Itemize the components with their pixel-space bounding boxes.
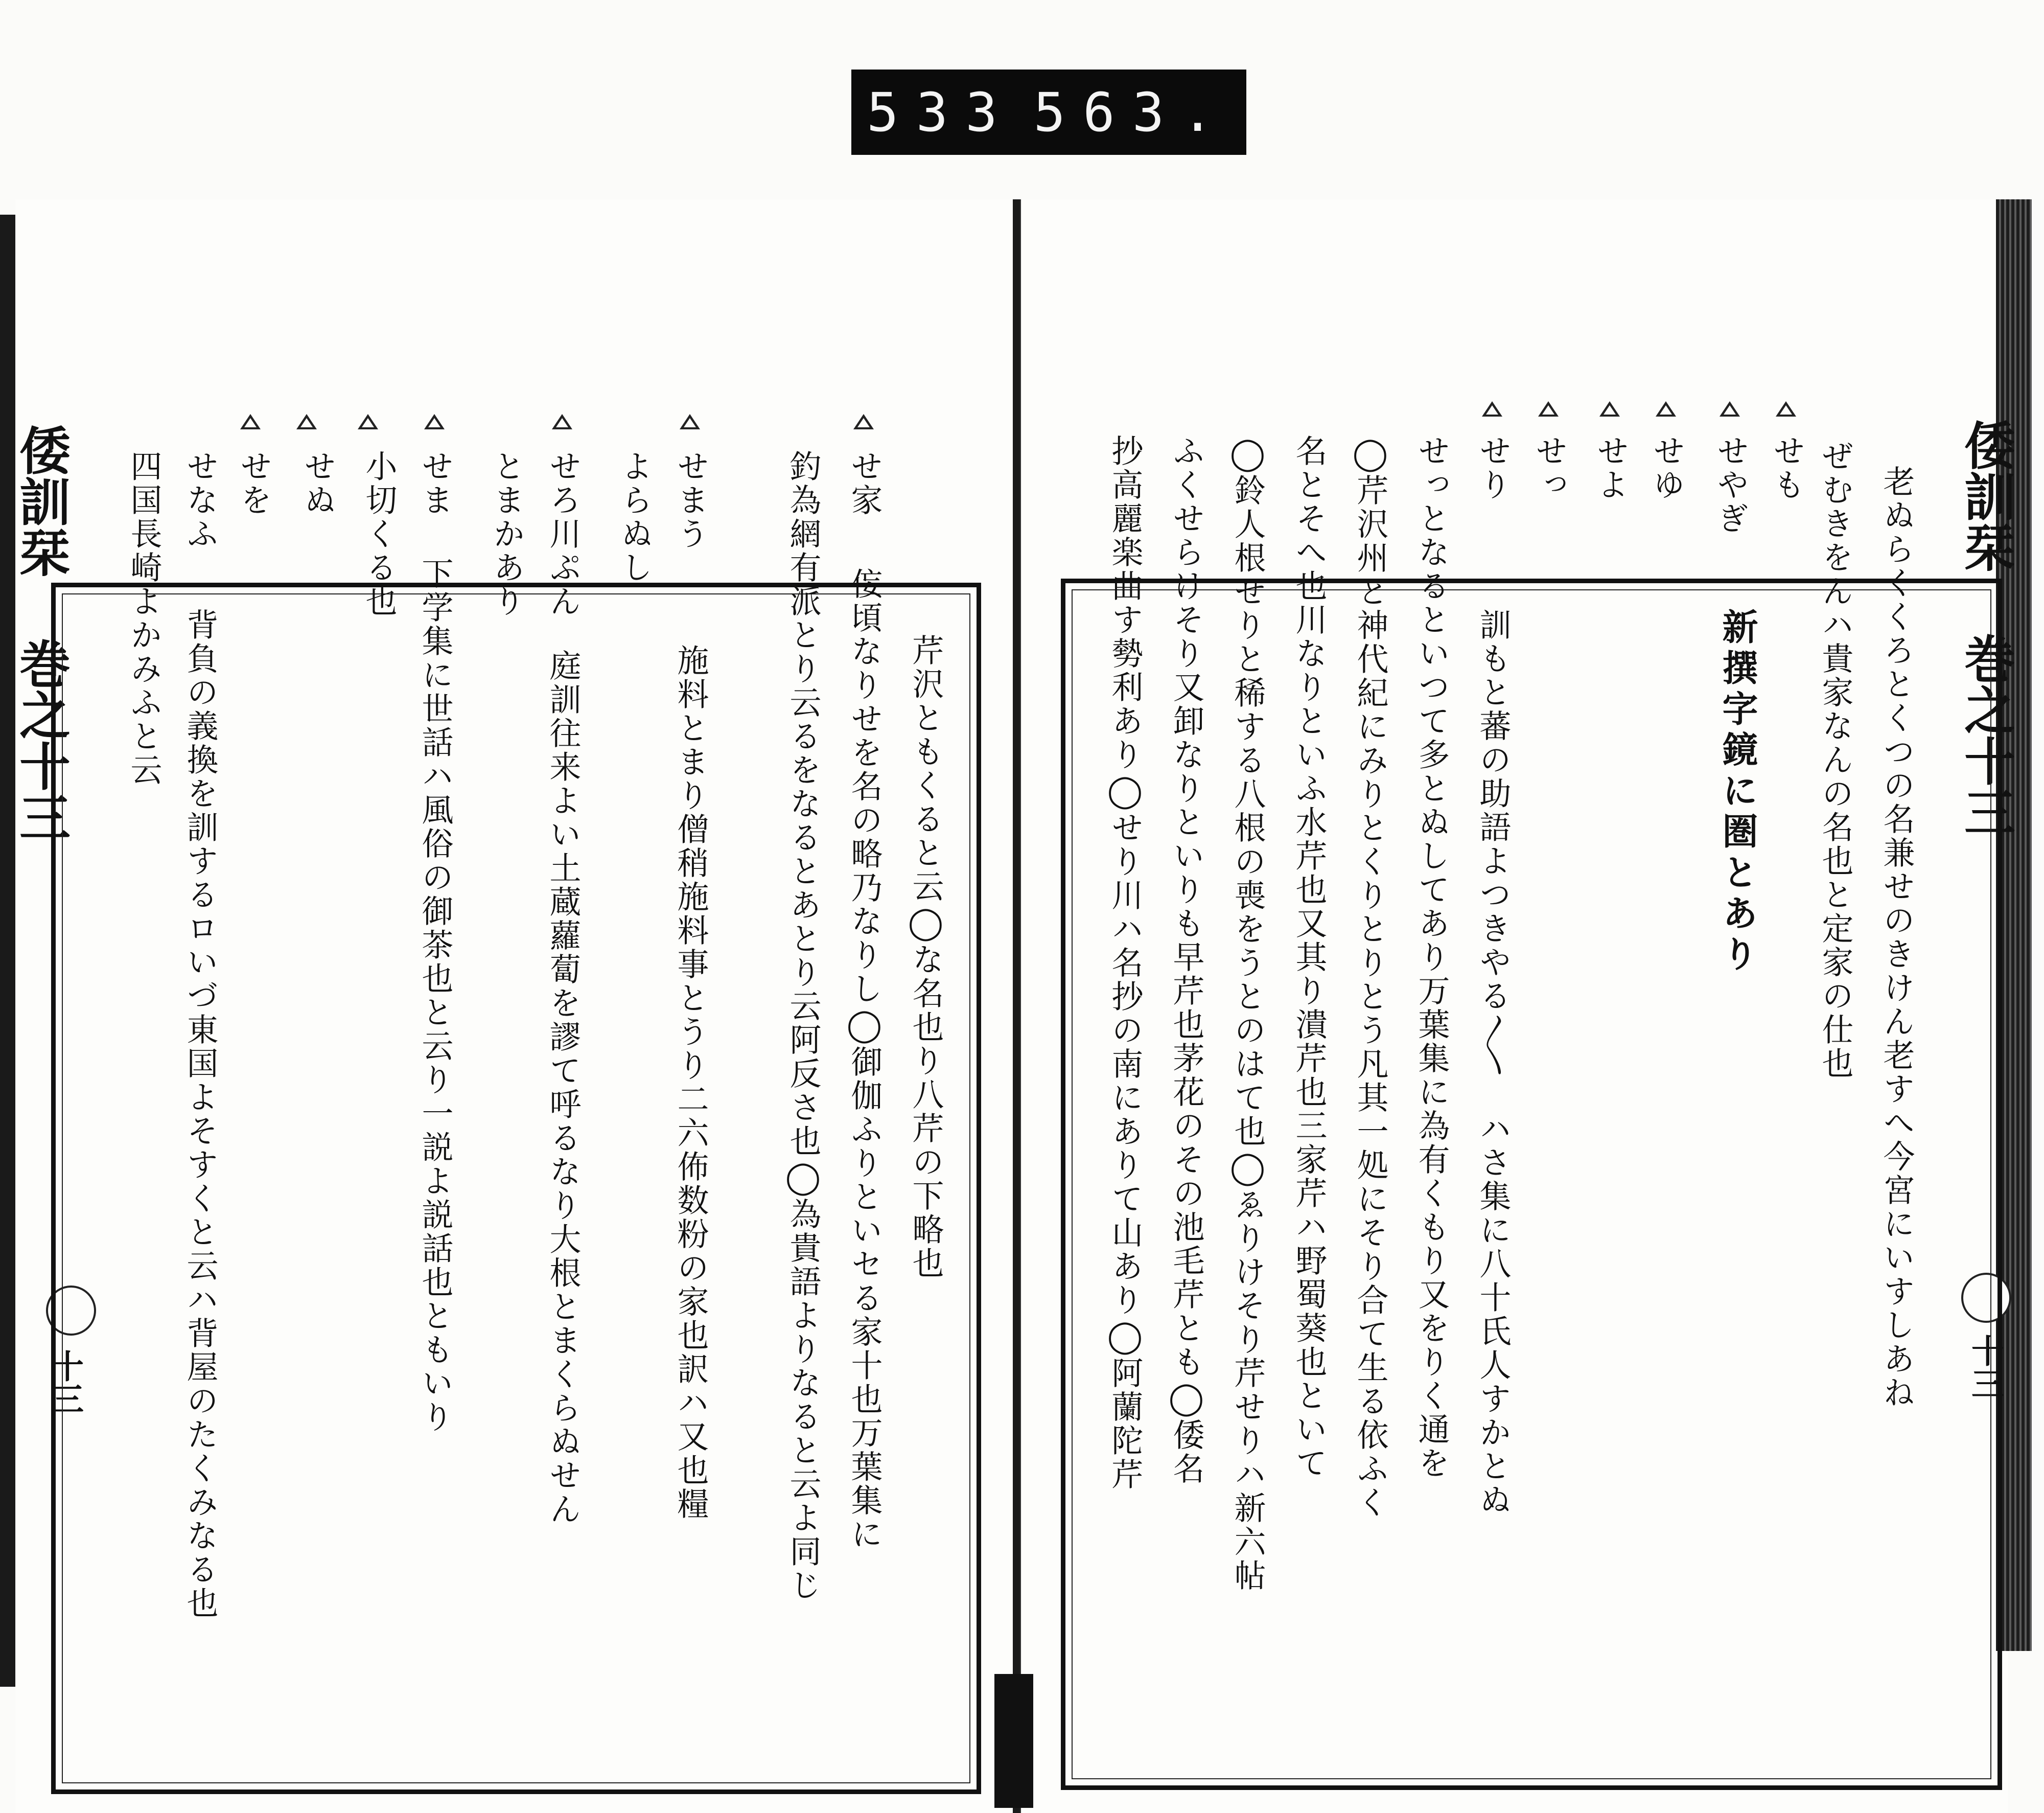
right-body-line-5: ふくせらけそり又卸なりといりも早芹也茅花のその池毛芹とも◯倭名 — [1168, 434, 1205, 1486]
entry-mark — [1538, 401, 1559, 417]
entry-mark — [1482, 401, 1502, 417]
right-entry-3-term: せゆ — [1648, 434, 1685, 502]
right-folio: 十三 — [1966, 1334, 2004, 1399]
right-entry-1-term: せも — [1768, 434, 1805, 502]
left-folio: 十三 — [45, 1349, 84, 1415]
entry-mark — [1599, 401, 1620, 417]
left-line-7: とまかあり — [488, 450, 525, 618]
left-entry-4-text: 施料とまり僧稍施料事とうり二六佈数粉の家也訳ハ又也糧 — [672, 644, 709, 1521]
right-running-head: 倭訓栞 巻之十三 — [1956, 419, 2016, 837]
left-entry-12-text: 背負の義換を訓するロいづ東国よそすくと云ハ背屋のたくみなる也 — [181, 608, 219, 1620]
left-running-head: 倭訓栞 巻之十三 — [11, 424, 71, 842]
right-entry-6-term: せり — [1474, 434, 1512, 502]
right-top-line-2: ぜむきをんハ貴家なんの名也と定家の仕也 — [1817, 440, 1854, 1081]
left-line-3: 釣為網有派とり云るをなるとあとり云阿反さ也◯為貴語よりなると云よ同じ — [784, 450, 822, 1602]
entry-mark — [680, 414, 700, 429]
left-line-13: 四国長崎よかみふと云 — [125, 450, 162, 787]
left-entry-11-term: せを — [235, 450, 272, 517]
right-entry-4-term: せよ — [1592, 434, 1629, 502]
right-body-line-4: ◯鈴人根せりと稀する八根の喪をうとのはて也◯ゑりけそり芹せりハ新六帖 — [1229, 434, 1266, 1593]
right-body-line-2: ◯芹沢州と神代紀にみりとくりとりとう凡其一処にそり合て生る依ふく — [1352, 434, 1389, 1520]
entry-mark — [552, 414, 572, 429]
entry-mark — [240, 414, 261, 429]
left-line-9: 小切くる也 — [360, 450, 398, 618]
right-entry-5-term: せっ — [1530, 434, 1568, 502]
left-entry-2-text: 侫頃なりせを名の略乃なりし◯御伽ふりといセる家十也万葉集に — [846, 567, 883, 1551]
right-heading: 新撰字鏡に圏とあり — [1716, 608, 1759, 976]
scan-number-right: 563. — [1033, 81, 1231, 144]
right-body-line-3: 名とそへ也川なりといふ水芹也又其り潰芹也三家芹ハ野蜀葵也といて — [1290, 434, 1328, 1480]
entry-mark — [358, 414, 378, 429]
left-entry-12-term: せなふ — [181, 450, 219, 551]
right-entry-6-text: 訓もと蕃の助語よつきやる〳〵 ハさ集に八十氏人すかとぬ — [1474, 608, 1512, 1517]
book-gutter — [1013, 199, 1020, 1813]
scan-number-left: 533 — [867, 81, 1015, 144]
gutter-tab — [994, 1674, 1033, 1808]
scan-number-tag — [851, 70, 1246, 155]
entry-mark — [853, 414, 874, 429]
left-entry-6-term: せろ川ぷん — [544, 450, 582, 618]
left-entry-4-term: せまう — [672, 450, 709, 551]
right-body-line-6: 抄高麗楽曲す勢利あり◯せり川ハ名抄の南にありて山あり◯阿蘭陀芹 — [1106, 434, 1144, 1491]
entry-mark — [1656, 401, 1676, 417]
entry-mark — [296, 414, 317, 429]
right-entry-2-term: せやぎ — [1712, 434, 1749, 536]
left-entry-8-term: せま — [416, 450, 454, 517]
left-line-5: よらぬし — [616, 450, 653, 585]
open-book — [0, 199, 2044, 1813]
entry-mark — [1720, 401, 1740, 417]
entry-mark — [424, 414, 445, 429]
left-entry-8-text: 下学集に世話ハ風俗の御茶也と云り一説よ説話也ともいり — [416, 557, 454, 1434]
right-top-line-1: 老ぬらくくろとくつの名兼せのきけん老すへ今宮にいすしあね — [1878, 465, 1915, 1410]
left-entry-6-text: 庭訓往来よい土蔵蘿蔔を謬て呼るなり大根とまくらぬせん — [544, 649, 582, 1526]
left-entry-2-term: せ家 — [846, 450, 883, 517]
right-body-line-1: せっとなるといつて多とぬしてあり万葉集に為有くもり又をりく通を — [1413, 434, 1450, 1480]
entry-mark — [1776, 401, 1796, 417]
left-line-1: 芹沢ともくると云◯な名也り八芹の下略也 — [907, 634, 944, 1280]
left-entry-10-term: せぬ — [299, 450, 336, 517]
